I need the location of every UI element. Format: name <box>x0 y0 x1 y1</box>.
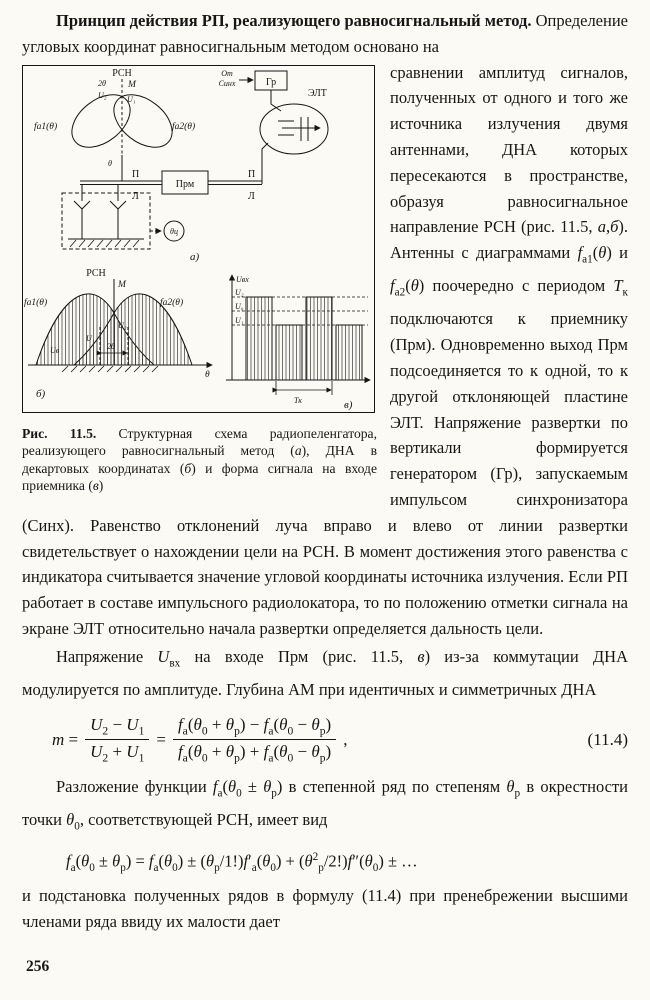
label-p-left: П <box>132 168 140 180</box>
figure-svg <box>22 65 375 413</box>
label-u2-a: U₂ <box>98 90 107 100</box>
label-fa1-b: fа1(θ) <box>24 297 48 308</box>
label-rsn-a: РСН <box>112 67 132 79</box>
eq1-lhs: m = <box>52 729 79 749</box>
label-l-right: Л <box>248 190 255 202</box>
label-u1-a: U₁ <box>127 94 136 104</box>
panel-v-waveform <box>226 275 370 395</box>
eq1-period: , <box>343 729 348 749</box>
block-generator: Гр <box>265 76 277 88</box>
intro-rest-text: Определение угловых координат равносигнальным методом основано на <box>22 11 628 56</box>
label-rsn-b: РСН <box>86 267 106 279</box>
label-theta-axis-b: θ <box>205 369 210 380</box>
block-crt: ЭЛТ <box>308 87 327 99</box>
paragraph-1-continued: сравнении амплитуд сигналов, полученных от одного и того же источника излучения двумя антеннами, ДНА которых пересекаются в пространстве, образуя равносигнальное направление РСН (рис. 11.5, а,б). Антенны с диаграммами $f_{а1}(\theta)$ и $f_{а2}(\theta)$ поочередно с периодом $Т_к$ подключаются к приемнику (Прм). Одновременно выход Прм подсоединяется то к одной, то к другой отклоняющей пластине ЭЛТ. Напряжение развертки по вертикали формируется генератором (Гр), запускаемым импульсом синхронизатора (Синх). Равенство отклонений луча вправо и влево от линии развертки свидетельствует о нахождении цели на РСН. В момент достижения этого равенства с индикатора считывается значение угловой координаты источника излучения. Если РП работает в составе импульсного радиолокатора, то по положению отметки сигнала на экране ЭЛТ относительно начала развертки определяется дальность цели. <box>22 62 629 638</box>
page-number: 256 <box>26 958 50 975</box>
label-p-right: П <box>248 168 256 180</box>
label-u2-v: U₂ <box>235 287 244 297</box>
figure-image <box>22 65 375 418</box>
label-u1-v: U₁ <box>235 315 244 325</box>
label-panel-a: а) <box>190 250 200 263</box>
label-l-left: Л <box>132 190 139 202</box>
eq1-frac2-numerator: $f_а(\theta_0 + \theta_р) - f_а(\theta_0 - \theta_р)$ <box>173 715 336 740</box>
label-sinkh: Синх <box>218 78 236 88</box>
label-theta-a: θ <box>108 158 112 168</box>
label-ot: От <box>221 68 233 78</box>
equation-11-4 <box>22 715 628 765</box>
label-tk: Тк <box>294 395 302 405</box>
label-fa1-a: fа1(θ) <box>34 121 58 132</box>
label-fa2-b: fа2(θ) <box>160 297 184 308</box>
label-m-a: М <box>128 79 136 90</box>
label-2theta-b: 2θ <box>107 341 115 351</box>
eq1-frac1-denominator: $U_2 + U_1$ <box>90 742 145 765</box>
label-theta-target: θц <box>170 226 178 236</box>
paragraph-4: и подстановка полученных рядов в формулу (11.4) при пренебрежении высшими членами ряда ввиду их малости дает <box>22 886 628 932</box>
block-receiver: Прм <box>175 178 195 190</box>
intro-bold-title: Принцип действия РП, реализующего равносигнальный метод. <box>56 11 532 30</box>
label-u2-b: U₂ <box>118 320 127 330</box>
label-uvx: Uвх <box>236 274 249 284</box>
eq1-frac2-denominator: $f_а(\theta_0 + \theta_р) + f_а(\theta_0 - \theta_р)$ <box>177 742 332 765</box>
label-2theta-a: 2θ <box>98 78 106 88</box>
paragraph-3: Разложение функции $f_а(\theta_0 \pm \theta_р)$ в степенной ряд по степеням $\theta_р$ в окрестности точки $\theta_0$, соответствующей РСН, имеет вид <box>22 777 629 833</box>
eq1-number: (11.4) <box>587 729 628 749</box>
label-panel-b: б) <box>36 387 46 400</box>
eq1-fraction-2 <box>173 715 336 765</box>
equation-series: $f_а(\theta_0 \pm \theta_р) = f_а(\theta_0) \pm (\theta_р/1!)f'_а(\theta_0) + (\theta^2_р/2!)f''(\theta_0)$ ± … <box>66 850 418 874</box>
label-u1-b: U₁ <box>86 333 95 343</box>
label-uv-b: Uв <box>50 345 60 355</box>
panel-a-labels <box>34 68 327 263</box>
eq1-frac1-numerator: $U_2 - U_1$ <box>85 715 149 740</box>
paragraph-2: Напряжение $U_{вх}$ на входе Прм (рис. 11.5, в) из-за коммутации ДНА модулируется по амплитуде. Глубина АМ при идентичных и симметричных ДНА <box>22 646 628 699</box>
eq1-equals: = <box>156 729 166 749</box>
figure-11-5 <box>22 65 377 495</box>
label-fa2-a: fа2(θ) <box>172 121 196 132</box>
figure-caption: Рис. 11.5. Структурная схема радиопеленгатора, реализующего равносигнальный метод (а), ДНА в декартовых координатах (б) и форма сигнала на входе приемника (в) <box>22 425 377 494</box>
eq1-fraction-1 <box>85 715 149 765</box>
label-panel-v: в) <box>344 398 353 411</box>
label-u0-v: U₀ <box>235 301 244 311</box>
paragraph-intro <box>22 8 628 60</box>
label-m-b: М <box>118 279 126 290</box>
